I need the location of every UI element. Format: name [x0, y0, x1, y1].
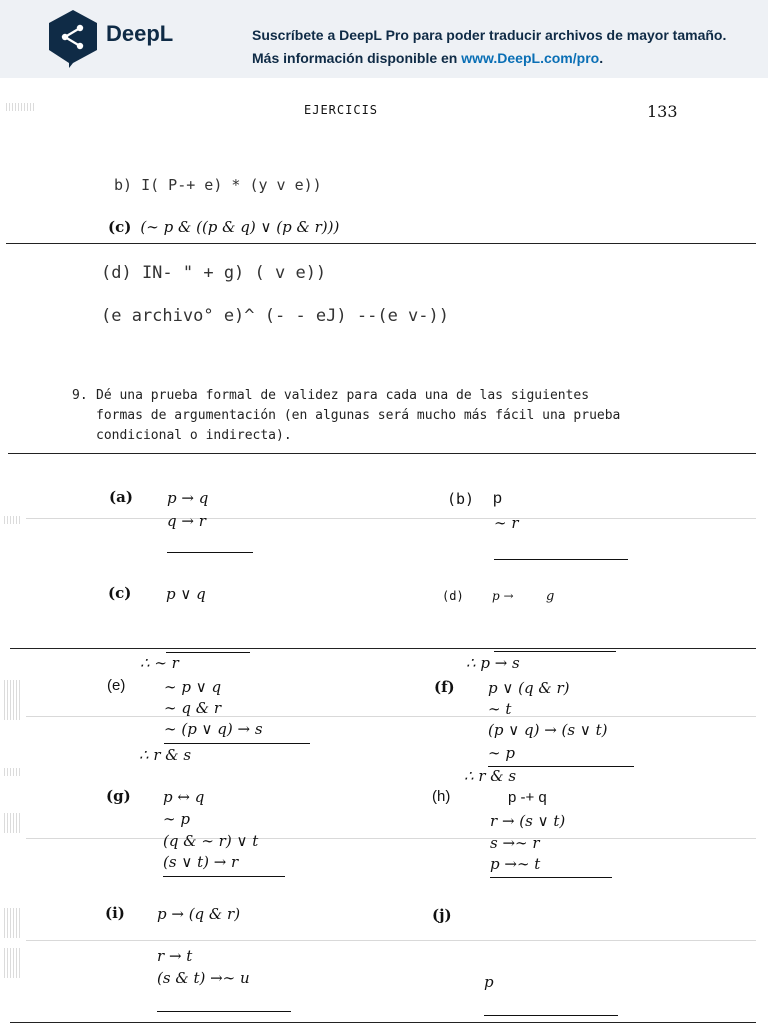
- exercise-d-therefore: [466, 654, 520, 672]
- item-c-formula: (∼ p & ((p & q) ∨ (p & r))): [140, 218, 340, 236]
- page-header: EJERCICIS: [304, 103, 379, 117]
- exercise-g-line-3: (q & ∼ r) ∨ t: [163, 832, 259, 850]
- exercise-f-conclusion: r & s: [478, 767, 517, 785]
- exercise-h-line-3: s →∼ r: [490, 834, 540, 852]
- therefore-icon: ∴: [139, 746, 149, 764]
- promo-text: [252, 24, 762, 70]
- promo-line-1: Suscríbete a DeepL Pro para poder traducir archivos de mayor tamaño.: [252, 27, 727, 43]
- scan-smudge: [4, 768, 20, 776]
- scan-smudge: [4, 908, 20, 938]
- therefore-icon: ∴: [466, 654, 476, 672]
- scan-smudge: [4, 680, 20, 720]
- divider: [10, 648, 756, 649]
- document-page: [0, 78, 768, 1024]
- divider: [6, 243, 756, 244]
- scan-line: [26, 518, 756, 519]
- problem-number: 9.: [72, 388, 88, 403]
- promo-suffix: .: [599, 50, 604, 66]
- exercise-b-label: (b): [447, 490, 475, 508]
- scan-line: [26, 716, 756, 717]
- scan-smudge: [4, 813, 20, 833]
- problem-line-2: formas de argumentación (en algunas será mucho más fácil una prueba: [96, 408, 621, 423]
- exercise-i-label: (i): [105, 904, 125, 922]
- exercise-a-line-2: q → r: [167, 512, 206, 530]
- exercise-e-line-2: ∼ q & r: [164, 699, 221, 717]
- exercise-i-line-3: (s & t) →∼ u: [157, 969, 250, 987]
- promo-line-2: [252, 47, 762, 70]
- exercise-i-conclusion-line: [157, 1011, 291, 1012]
- exercise-j-conclusion-line: [484, 1015, 618, 1016]
- exercise-e-label: (e): [107, 677, 126, 694]
- page-number: 133: [647, 102, 678, 121]
- exercise-i-line-1: p → (q & r): [157, 905, 241, 923]
- exercise-h-label: (h): [432, 788, 451, 805]
- exercise-h-line-1: p -+ q: [508, 789, 547, 806]
- exercise-j-line-1: p: [484, 973, 494, 991]
- scan-smudge: [4, 516, 20, 524]
- therefore-icon: ∴: [464, 767, 474, 785]
- exercise-j-label: (j): [432, 906, 452, 924]
- exercise-g-conclusion-line: [163, 876, 285, 877]
- exercise-f-label: (f): [434, 678, 455, 696]
- exercise-h-line-2: r → (s ∨ t): [490, 812, 566, 830]
- brand-name[interactable]: DeepL: [106, 21, 174, 46]
- scan-line: [26, 838, 756, 839]
- divider: [8, 453, 756, 454]
- exercise-f-therefore: [464, 767, 516, 785]
- exercise-g-label: (g): [106, 787, 131, 805]
- exercise-f-line-2: ∼ t: [488, 700, 512, 718]
- exercise-a-conclusion-line: [167, 552, 253, 553]
- exercise-d-label: (d): [442, 589, 464, 603]
- item-b-text: b) I( P-+ e) * (y v e)): [114, 176, 322, 194]
- item-c-label: (c): [108, 218, 132, 236]
- item-d-text: (d) IN- " + g) ( v e)): [101, 263, 327, 283]
- exercise-d-conclusion-line: [494, 651, 616, 652]
- exercise-c-conclusion-line: [166, 652, 250, 653]
- exercise-d-line-2: g: [546, 589, 555, 604]
- exercise-b-line-2: ∼ r: [494, 514, 519, 532]
- scan-smudge: [6, 103, 36, 111]
- therefore-icon: ∴: [140, 654, 150, 672]
- exercise-e-line-3: ∼ (p ∨ q) → s: [164, 720, 263, 738]
- scan-smudge: [4, 948, 20, 978]
- exercise-c-conclusion: ∼ r: [154, 654, 179, 672]
- exercise-e-conclusion-line: [164, 743, 310, 744]
- exercise-g-line-2: ∼ p: [163, 810, 190, 828]
- exercise-b-line-1: p: [493, 490, 502, 507]
- exercise-f-line-1: p ∨ (q & r): [488, 679, 570, 697]
- scan-line: [26, 940, 756, 941]
- exercise-c-line-1: p ∨ q: [166, 585, 206, 603]
- problem-line-1: Dé una prueba formal de validez para cada una de las siguientes: [96, 388, 590, 403]
- exercise-a-label: (a): [109, 488, 133, 506]
- deepl-banner: [0, 0, 768, 78]
- item-e-text: (e archivo° e)^ (- - eJ) --(e v-)): [101, 306, 449, 326]
- exercise-f-line-4: ∼ p: [488, 744, 515, 762]
- exercise-h-conclusion-line: [490, 877, 612, 878]
- exercise-i-line-2: r → t: [157, 947, 193, 965]
- deepl-pro-link[interactable]: www.DeepL.com/pro: [461, 50, 600, 66]
- item-c: [108, 217, 339, 236]
- exercise-c-therefore: [140, 654, 179, 672]
- divider: [10, 1022, 756, 1023]
- exercise-h-line-4: p →∼ t: [490, 855, 541, 873]
- problem-statement: [96, 386, 620, 446]
- exercise-c-label: (c): [108, 584, 132, 602]
- exercise-e-therefore: [139, 746, 191, 764]
- exercise-e-line-1: ∼ p ∨ q: [164, 678, 222, 696]
- promo-prefix: Más información disponible en: [252, 50, 462, 66]
- exercise-d-line-1: p →: [492, 589, 514, 603]
- deepl-logo-icon[interactable]: [47, 9, 99, 69]
- problem-line-3: condicional o indirecta).: [96, 428, 292, 443]
- exercise-e-conclusion: r & s: [153, 746, 192, 764]
- exercise-b-conclusion-line: [494, 559, 628, 560]
- exercise-g-line-1: p ↔ q: [163, 788, 205, 806]
- exercise-g-line-4: (s ∨ t) → r: [163, 853, 239, 871]
- exercise-d-conclusion: p → s: [480, 654, 520, 672]
- exercise-f-line-3: (p ∨ q) → (s ∨ t): [488, 721, 608, 739]
- exercise-a-line-1: p → q: [167, 489, 209, 507]
